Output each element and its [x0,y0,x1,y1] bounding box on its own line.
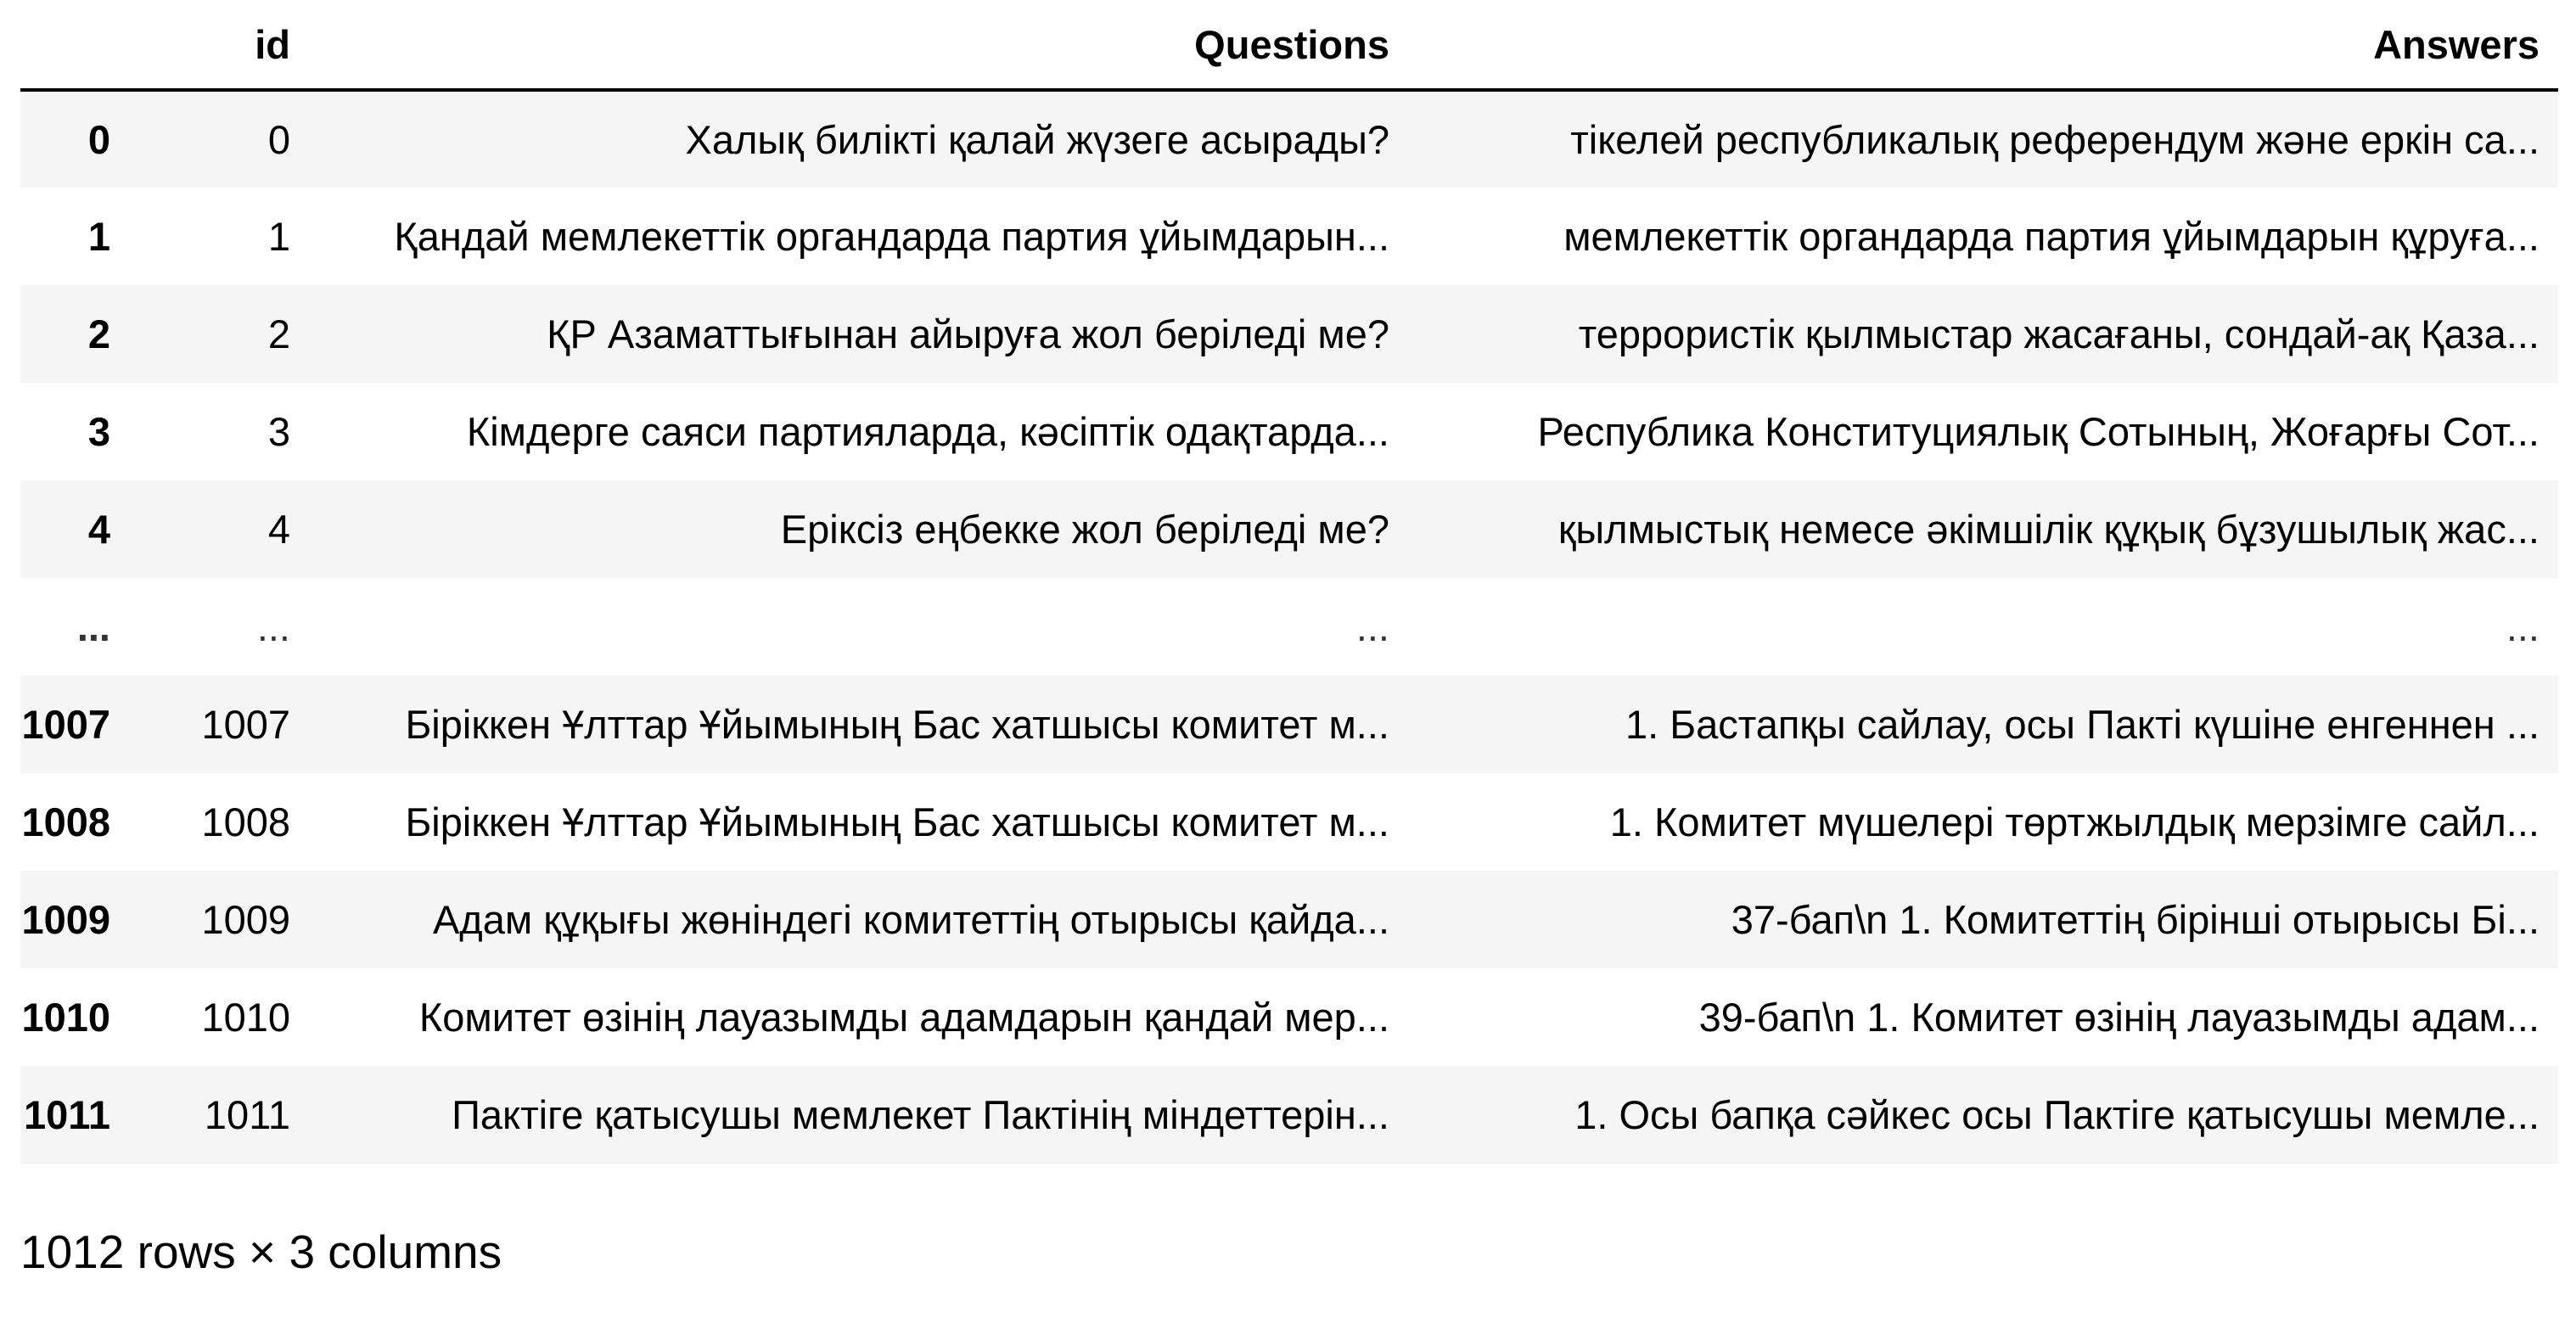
answer-cell: қылмыстық немесе әкімшілік құқық бұзушылық жас... [1557,507,2540,552]
question-cell: Кімдерге саяси партияларда, кәсіптік одақтарда... [466,409,1389,454]
answer-cell: террористік қылмыстар жасағаны, сондай-ақ Қаза... [1578,311,2540,356]
id-cell: 3 [267,409,290,454]
row-index: 1011 [24,1092,110,1137]
question-cell: Пактіге қатысушы мемлекет Пактінің міндеттерін... [452,1092,1389,1137]
question-cell: Комитет өзінің лауазымды адамдарын қандай мер... [418,995,1389,1040]
id-cell: 1007 [201,702,290,747]
row-index: 4 [87,507,110,552]
row-index: 1010 [21,995,110,1040]
answer-cell: 37-бап\n 1. Комитеттің бірінші отырысы Бі... [1731,897,2540,942]
answers-column-header: Answers [1408,0,2558,90]
id-cell: 1009 [201,897,290,942]
id-cell: 1008 [201,799,290,844]
row-index: 1007 [21,702,110,747]
table-row [20,188,2558,285]
dataframe-shape-summary: 1012 rows × 3 columns [20,1225,502,1278]
index-column-header [20,0,139,90]
answer-cell: мемлекеттік органдарда партия ұйымдарын құруға... [1563,214,2540,259]
questions-column-header: Questions [309,0,1408,90]
question-cell: Халық билікті қалай жүзеге асырады? [685,117,1389,162]
row-index: 2 [87,311,110,356]
question-cell: ҚР Азаматтығынан айыруға жол беріледі ме? [547,311,1389,356]
row-index: 1008 [21,799,110,844]
id-cell: 1010 [201,995,290,1040]
id-cell: 4 [267,507,290,552]
question-cell: Біріккен Ұлттар Ұйымының Бас хатшысы комитет м... [405,702,1389,747]
question-cell: Қандай мемлекеттік органдарда партия ұйымдарын... [394,214,1389,259]
row-index: 1009 [21,897,110,942]
question-cell: Адам құқығы жөніндегі комитеттің отырысы қайда... [432,897,1389,942]
table-row [20,676,2558,773]
question-cell: Еріксіз еңбекке жол беріледі ме? [780,507,1389,552]
answer-cell: 1. Комитет мүшелері төртжылдық мерзімге сайл... [1609,799,2540,844]
id-cell: 0 [267,117,290,162]
table-row [20,871,2558,968]
id-cell: ... [256,604,290,649]
row-index: 1 [87,214,110,259]
table-row [20,773,2558,871]
table-row [20,285,2558,383]
answer-cell: 39-бап\n 1. Комитет өзінің лауазымды адам... [1698,995,2540,1040]
id-column-header: id [139,0,309,90]
answer-cell: тікелей республикалық референдум және еркін са... [1570,117,2540,162]
id-cell: 1 [267,214,290,259]
row-index: 0 [87,117,110,162]
table-row [20,90,2558,188]
answer-cell: 1. Бастапқы сайлау, осы Пакті күшіне енгеннен ... [1625,702,2540,747]
table-row [20,968,2558,1066]
id-cell: 1011 [204,1092,290,1137]
answer-cell: Республика Конституциялық Сотының, Жоғарғы Сот... [1537,409,2540,454]
answer-cell: 1. Осы бапқа сәйкес осы Пактіге қатысушы мемле... [1574,1092,2540,1137]
table-row [20,480,2558,578]
header-row [20,0,2558,90]
ellipsis-row [20,578,2558,676]
row-index: 3 [87,409,110,454]
question-cell: Біріккен Ұлттар Ұйымының Бас хатшысы комитет м... [405,799,1389,844]
id-cell: 2 [267,311,290,356]
table-row [20,383,2558,480]
row-index: ... [76,604,110,649]
table-row [20,1066,2558,1164]
answer-cell: ... [2506,604,2540,649]
question-cell: ... [1355,604,1389,649]
dataframe-output [20,0,2558,1164]
dataframe-table [20,0,2558,1164]
